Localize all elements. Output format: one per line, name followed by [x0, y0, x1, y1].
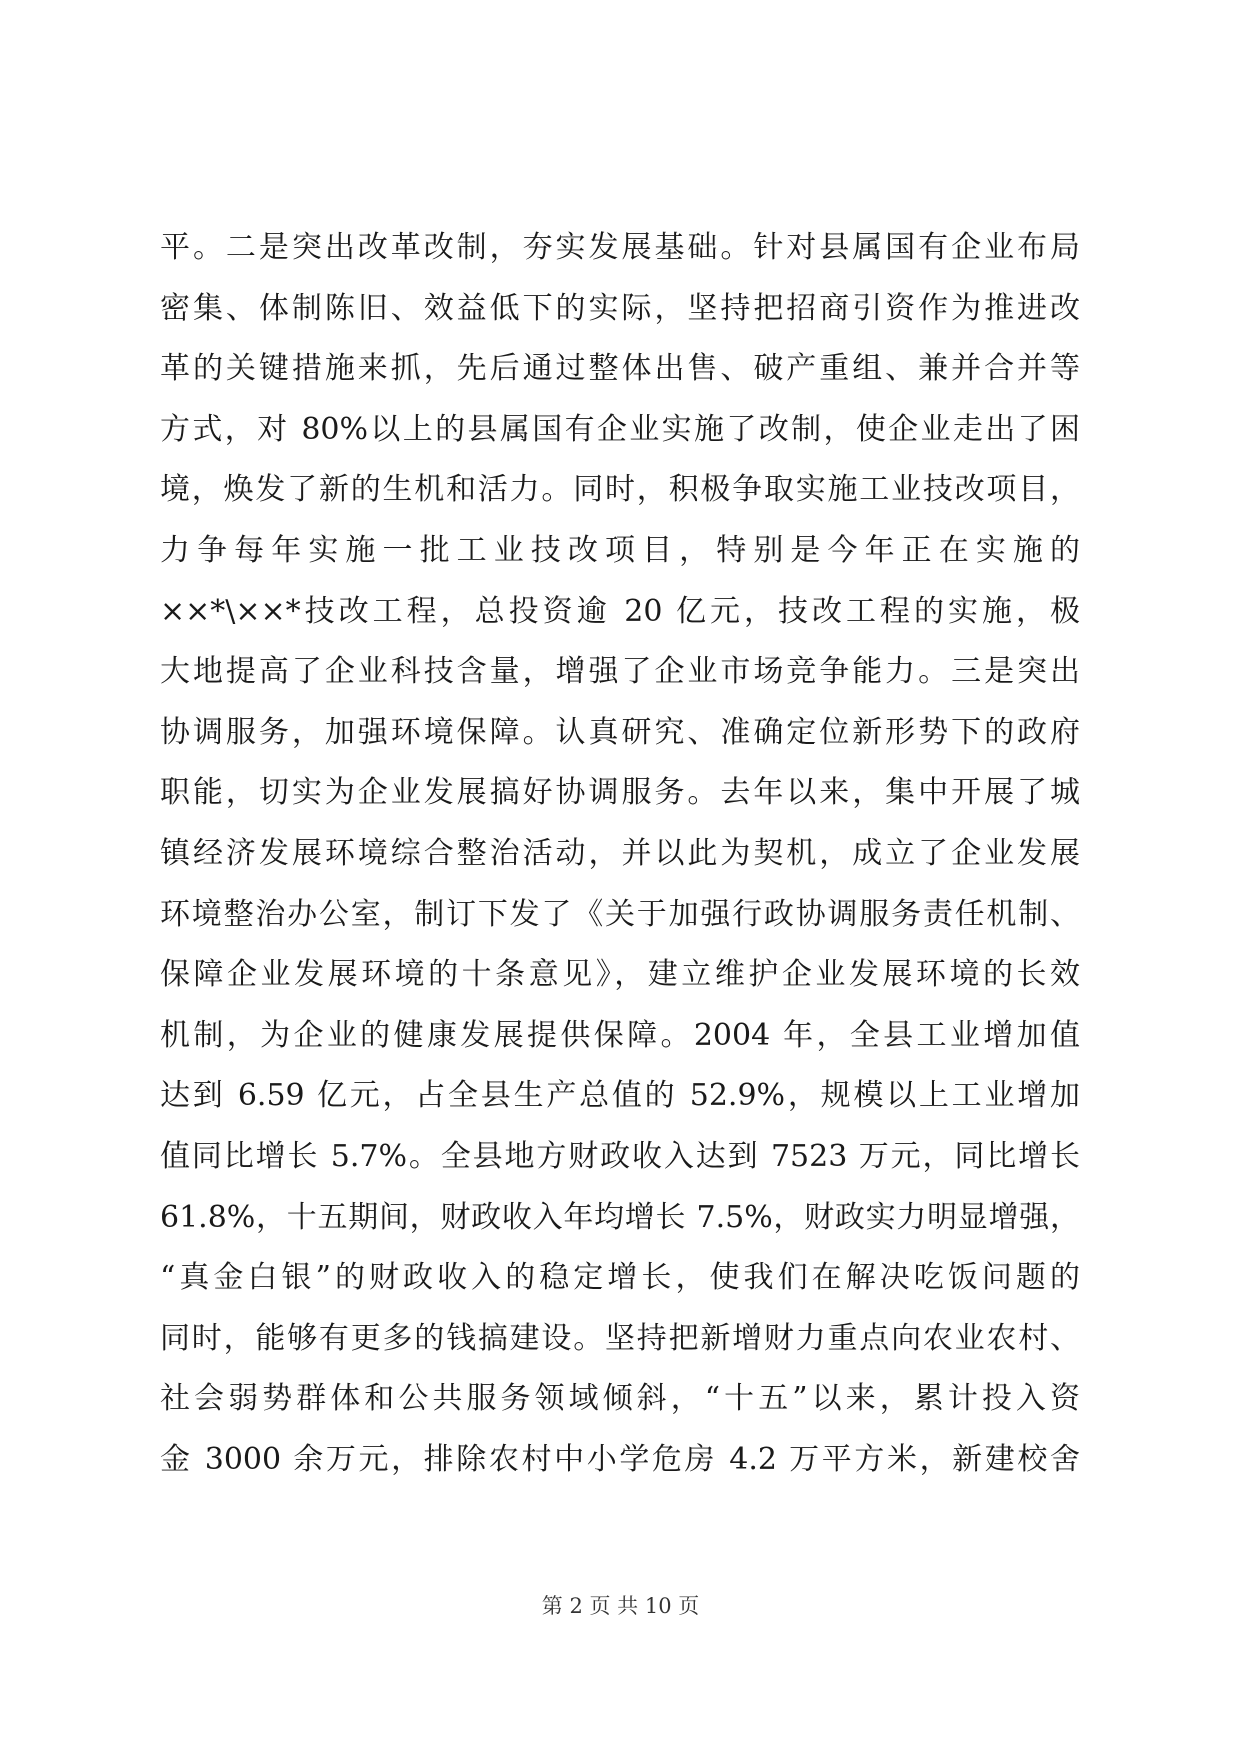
text-line: 革的关键措施来抓，先后通过整体出售、破产重组、兼并合并等: [160, 351, 1080, 387]
text-line: 协调服务，加强环境保障。认真研究、准确定位新形势下的政府: [160, 714, 1080, 750]
text-line: ××*\××*技改工程，总投资逾 20 亿元，技改工程的实施，极: [160, 593, 1080, 629]
text-line: 61.8%，十五期间，财政收入年均增长 7.5%，财政实力明显增强，: [160, 1199, 1080, 1235]
text-line: 社会弱势群体和公共服务领域倾斜，“十五”以来，累计投入资: [160, 1381, 1080, 1417]
page-number-footer: 第 2 页 共 10 页: [541, 1594, 700, 1618]
text-line: 保障企业发展环境的十条意见》，建立维护企业发展环境的长效: [160, 957, 1080, 993]
text-line: 值同比增长 5.7%。全县地方财政收入达到 7523 万元，同比增长: [160, 1138, 1080, 1174]
text-line: “真金白银”的财政收入的稳定增长，使我们在解决吃饭问题的: [160, 1260, 1080, 1296]
text-line: 密集、体制陈旧、效益低下的实际，坚持把招商引资作为推进改: [160, 290, 1080, 326]
text-line: 机制，为企业的健康发展提供保障。2004 年，全县工业增加值: [160, 1017, 1080, 1053]
body-text: [160, 218, 1080, 1490]
text-line: 金 3000 余万元，排除农村中小学危房 4.2 万平方米，新建校舍: [160, 1441, 1080, 1477]
text-line: 境，焕发了新的生机和活力。同时，积极争取实施工业技改项目，: [160, 472, 1080, 508]
text-line: 方式，对 80%以上的县属国有企业实施了改制，使企业走出了困: [160, 411, 1080, 447]
text-line: 达到 6.59 亿元，占全县生产总值的 52.9%，规模以上工业增加: [160, 1078, 1080, 1114]
text-line: 环境整治办公室，制订下发了《关于加强行政协调服务责任机制、: [160, 896, 1080, 932]
text-line: 职能，切实为企业发展搞好协调服务。去年以来，集中开展了城: [160, 775, 1080, 811]
text-line: 力争每年实施一批工业技改项目，特别是今年正在实施的: [160, 532, 1080, 568]
text-line: 大地提高了企业科技含量，增强了企业市场竞争能力。三是突出: [160, 654, 1080, 690]
text-line: 同时，能够有更多的钱搞建设。坚持把新增财力重点向农业农村、: [160, 1320, 1080, 1356]
text-line: 镇经济发展环境综合整治活动，并以此为契机，成立了企业发展: [160, 835, 1080, 871]
text-line: 平。二是突出改革改制，夯实发展基础。针对县属国有企业布局: [160, 230, 1080, 265]
